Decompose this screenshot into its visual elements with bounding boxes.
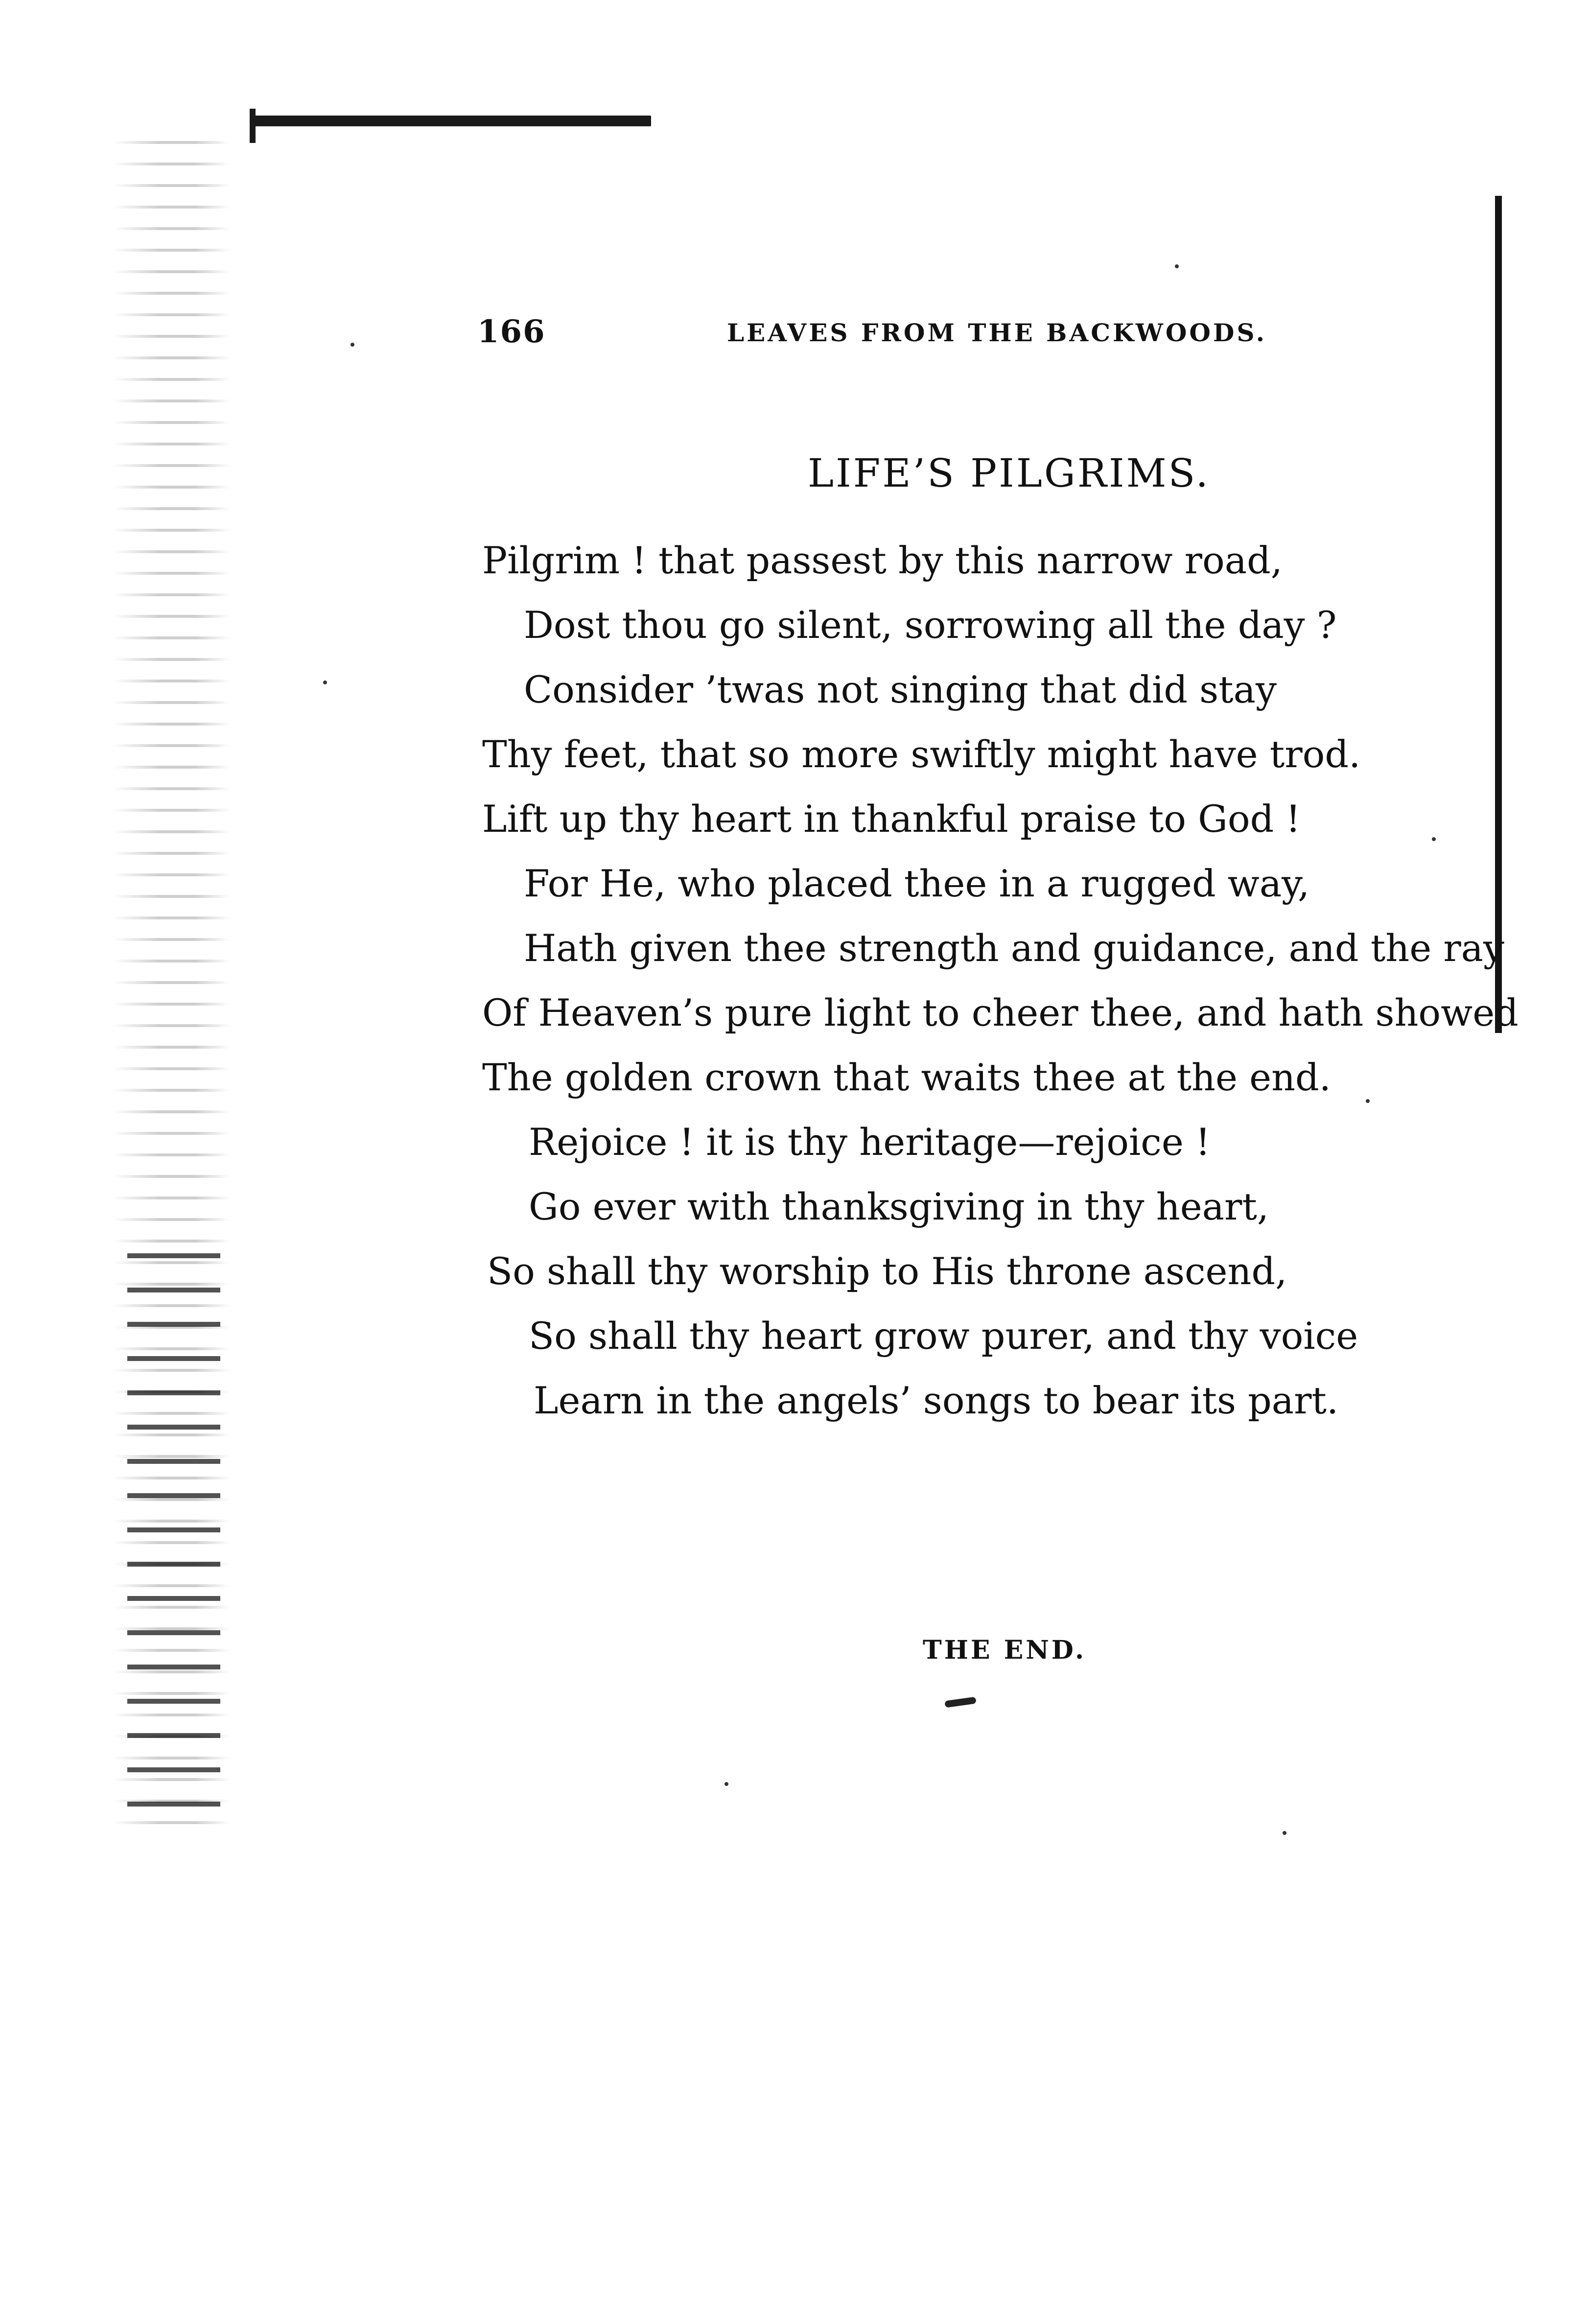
poem-line: Lift up thy heart in thankful praise to God !	[482, 797, 1301, 841]
poem-line: The golden crown that waits thee at the end.	[482, 1056, 1331, 1099]
end-ornament-icon	[944, 1697, 976, 1708]
poem-line: Rejoice ! it is thy heritage—rejoice !	[529, 1120, 1211, 1164]
running-title: LEAVES FROM THE BACKWOODS.	[727, 318, 1267, 347]
poem-line: Consider ’twas not singing that did stay	[524, 668, 1277, 711]
scan-top-rule	[250, 116, 651, 126]
running-header	[477, 313, 1280, 357]
scan-speck	[351, 343, 354, 347]
scan-speck	[323, 681, 327, 684]
poem-line: Go ever with thanksgiving in thy heart,	[529, 1185, 1269, 1228]
scan-gutter-marks	[127, 1224, 220, 1811]
poem-line: Of Heaven’s pure light to cheer thee, and hath showed	[482, 991, 1519, 1034]
poem-line: Pilgrim ! that passest by this narrow road,	[482, 539, 1283, 582]
page-number: 166	[477, 313, 546, 350]
poem-line: So shall thy heart grow purer, and thy voice	[529, 1314, 1358, 1358]
scan-right-rule	[1495, 196, 1502, 1033]
scan-speck	[724, 1782, 728, 1786]
poem-line: Learn in the angels’ songs to bear its part.	[534, 1379, 1339, 1422]
poem-line: Thy feet, that so more swiftly might have trod.	[482, 732, 1361, 776]
poem-line: So shall thy worship to His throne ascend,	[487, 1249, 1287, 1293]
poem-line: Dost thou go silent, sorrowing all the day ?	[524, 603, 1337, 647]
scan-speck	[1175, 264, 1179, 268]
poem-title: LIFE’S PILGRIMS.	[808, 450, 1210, 496]
scan-speck	[1366, 1099, 1370, 1103]
the-end-mark: THE END.	[923, 1635, 1087, 1665]
scan-speck	[1432, 837, 1436, 841]
poem-line: Hath given thee strength and guidance, and the ray	[524, 926, 1504, 970]
scan-speck	[1283, 1831, 1286, 1835]
poem-line: For He, who placed thee in a rugged way,	[524, 862, 1310, 905]
